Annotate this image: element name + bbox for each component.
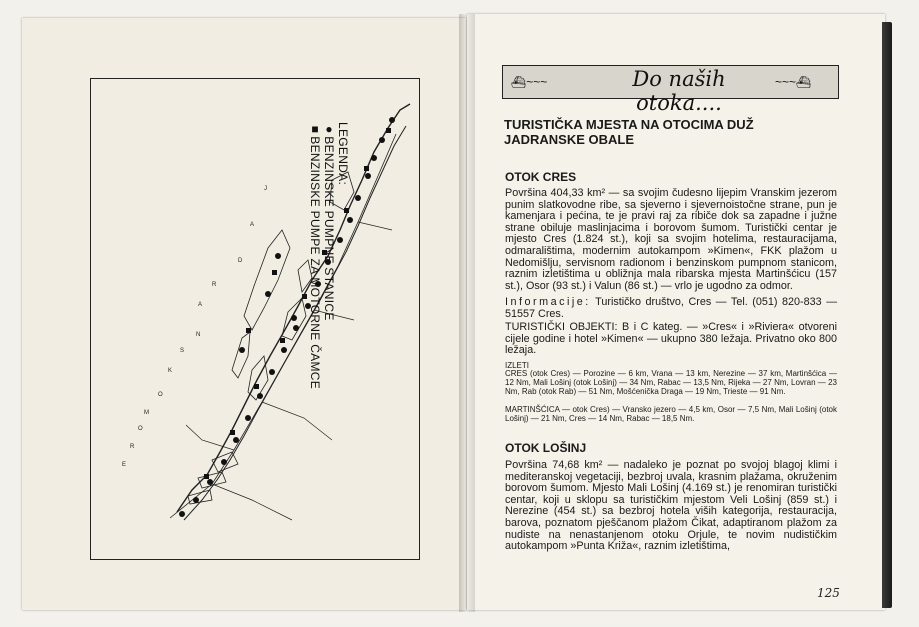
izleti-label: IZLETI (505, 361, 530, 370)
page-heading: TURISTIČKA MJESTA NA OTOCIMA DUŽ JADRANSKE OBALE (504, 117, 754, 147)
section-title-losinj: OTOK LOŠINJ (505, 441, 587, 455)
petrol-station-marker (269, 369, 275, 375)
ship-icon: ~~~⛴ (775, 75, 812, 89)
petrol-station-marker (293, 325, 299, 331)
petrol-station-marker (389, 117, 395, 123)
petrol-station-marker (365, 173, 371, 179)
sea-letter: E (122, 462, 127, 468)
road-branch (186, 222, 392, 520)
boat-petrol-marker (204, 474, 209, 479)
sea-letter: D (238, 258, 243, 264)
legend-item-petrol-stations: ●BENZINSKE PUMPNE STANICE (322, 122, 336, 321)
sea-letter: N (196, 332, 201, 338)
cres-objects: TURISTIČKI OBJEKTI: B i C kateg. — »Cres« i »Riviera« otvoreni cijele godine i hotel »Kimen« — ukupno 380 ležaja. Privatno oko 800 ležaja. (505, 321, 837, 357)
book-spine (459, 14, 475, 612)
book-edge (882, 22, 892, 608)
boat-petrol-marker (246, 328, 251, 333)
petrol-station-marker (379, 137, 385, 143)
petrol-station-marker (257, 393, 263, 399)
cres-info (505, 297, 837, 320)
section-banner (502, 65, 839, 115)
boat-petrol-markers (204, 128, 391, 479)
section-title-cres: OTOK CRES (505, 170, 577, 184)
losinj-paragraph: Površina 74,68 km² — nadaleko je poznat po svojoj blagoj klimi i mediteranskoj vegetaciji, bezbroj uvala, krasnim plažama, okruženim borovom šumom. Mjesto Mali Lošinj (4.169 st.) je renomiran turistički centar, koji u sklopu sa turističkim mjestom Veli Lošinj (859 st.) i Nerezine (454 st.) sa bezbroj hotela viših kategorija, restauracija, barova, poznatom pješčanom plažom Čikat, adaptiranom plažom za nudiste na nenastanjenom otoku Orjule, te novim nudističkim autokampom »Punta Križa«, raznim izletištima, (505, 459, 837, 553)
island-cres (244, 230, 290, 330)
petrol-station-marker (291, 315, 297, 321)
legend-title: LEGENDA: (336, 122, 350, 186)
island-losinj (232, 332, 250, 378)
coastline-map (92, 80, 416, 556)
petrol-station-marker (193, 497, 199, 503)
sea-label-letters (122, 186, 267, 468)
boat-petrol-marker (364, 166, 369, 171)
petrol-station-marker (371, 155, 377, 161)
petrol-station-marker (233, 437, 239, 443)
sea-letter: A (198, 302, 203, 308)
boat-petrol-marker (272, 270, 277, 275)
boat-petrol-marker (386, 128, 391, 133)
boat-petrol-marker (280, 338, 285, 343)
petrol-station-marker (239, 347, 245, 353)
petrol-station-marker (275, 253, 281, 259)
sea-letter: M (144, 410, 149, 416)
map-legend (300, 122, 350, 390)
petrol-station-marker (265, 291, 271, 297)
petrol-station-marker (245, 415, 251, 421)
petrol-station-marker (179, 511, 185, 517)
sea-letter: A (250, 222, 255, 228)
izleti-cres: CRES (otok Cres) — Porozine — 6 km, Vrana — 13 km, Nerezine — 37 km, Martinšćica — 12 Nm, Mali Lošinj (otok Lošinj) — 34 Nm, Rabac — 13,5 Nm, Rijeka — 27 Nm, Lovran — 23 Nm, Rab (otok Rab) — 51 Nm, Mošćenička Draga — 19 Nm, Trieste — 91 Nm. (505, 369, 837, 396)
info-text: Turističko društvo, Cres — Tel. (051) 820-833 — 51557 Cres. (505, 296, 837, 320)
cres-paragraph: Površina 404,33 km² — sa svojim čudesno lijepim Vranskim jezerom punim slatkovodne ribe, sa sjeverno i sjevernoistočne strane, pun je kamenjara i pećina, te je pravi raj za ribiče dok sa zapadne i južne strane obiluje maslinjacima i borovom šumom. Turistički centar je mjesto Cres (1.824 st.), koji sa svojim hotelima, restauracijama, odmaralištima, modernim autokampom »Kimen«, FKK plažom u Nedomišlju, servisnom radionom i benzinskom pumpnom stanicom, raznim izletištima u obližnja mala ribarska mjesta Martinšćicu (157 st.), Osor (93 st.) i Valun (86 st.) — vrlo je ugodno za odmor. (505, 187, 837, 292)
sea-letter: O (158, 392, 163, 398)
ship-icon: ⛴~~~ (511, 75, 548, 89)
sea-letter: R (130, 444, 135, 450)
sea-letter: R (212, 282, 217, 288)
page-number: 125 (817, 586, 840, 600)
boat-petrol-marker (230, 430, 235, 435)
petrol-station-marker (281, 347, 287, 353)
legend-item-boat-petrol: ■BENZINSKE PUMPE ZA MOTORNE ČAMCE (308, 122, 322, 390)
sea-letter: S (180, 348, 185, 354)
sea-letter: O (138, 426, 143, 432)
petrol-station-marker (221, 459, 227, 465)
petrol-station-marker (207, 479, 213, 485)
coastline (177, 104, 410, 512)
sea-letter: J (264, 186, 267, 192)
boat-petrol-marker (254, 384, 259, 389)
banner-title: Do naših otoka.... (632, 67, 726, 115)
coastline-inner (184, 126, 406, 520)
sea-letter: K (168, 368, 173, 374)
izleti-martinscica: MARTINŠĆICA — otok Cres) — Vransko jezero — 4,5 km, Osor — 7,5 Nm, Mali Lošinj (otok Lošinj) — 21 Nm, Cres — 14 Nm, Rabac — 18,5 Nm. (505, 405, 837, 423)
road-main (170, 134, 396, 518)
info-label: Informacije: (505, 296, 591, 308)
petrol-station-marker (355, 195, 361, 201)
